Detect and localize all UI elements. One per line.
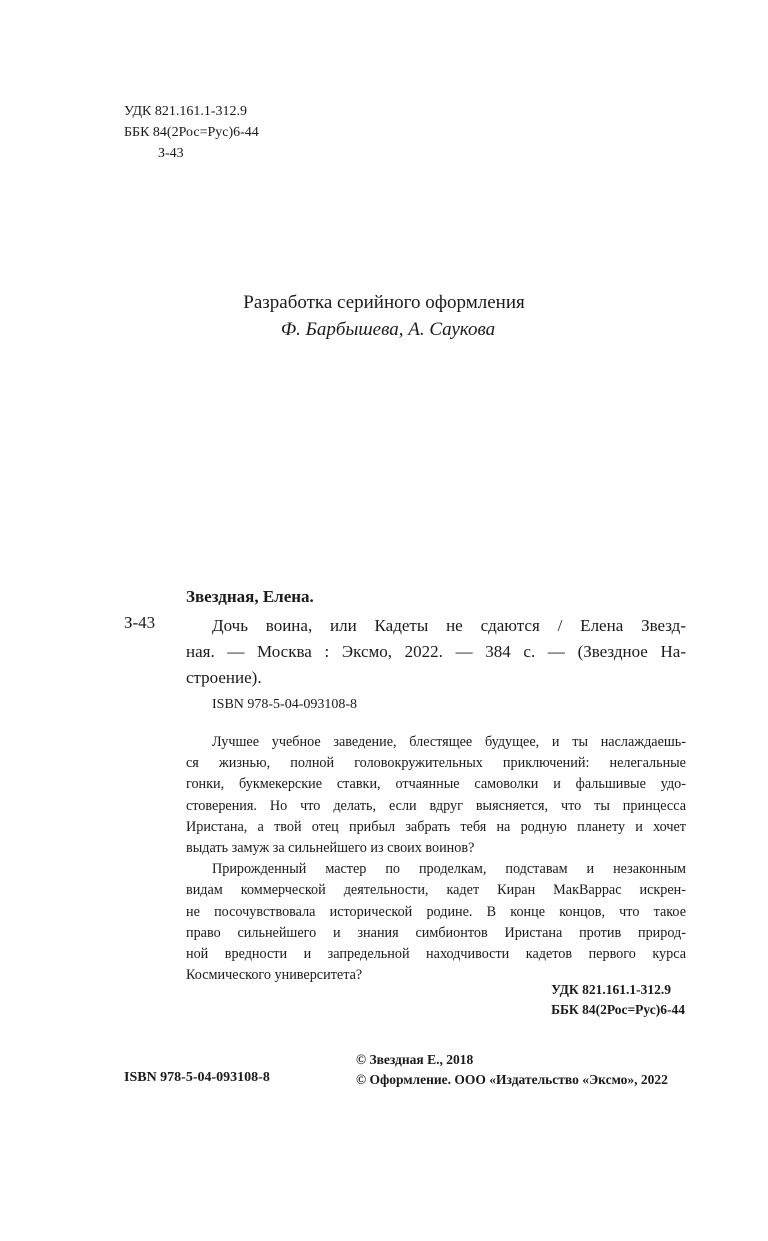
copyright-author: © Звездная Е., 2018	[356, 1052, 474, 1067]
annotation-line: ной вредности и запредельной находчивости кадетов первого курса	[186, 946, 686, 963]
annotation-line: выдать замуж за сильнейшего из своих воинов?	[186, 840, 475, 857]
annotation-line: гонки, букмекерские ставки, отчаянные самоволки и фальшивые удо-	[186, 776, 686, 793]
annotation-line: Лучшее учебное заведение, блестящее будущее, и ты наслаждаешь-	[212, 734, 686, 750]
copyright-design: © Оформление. ООО «Издательство «Эксмо», 2022	[356, 1072, 668, 1087]
bib-line: строение).	[186, 668, 262, 687]
annotation-line: видам коммерческой деятельности, кадет Киран МакВаррас искрен-	[186, 882, 686, 899]
annotation	[186, 732, 686, 986]
author-mark: З-43	[158, 146, 184, 161]
footer-catalog-codes	[551, 980, 685, 1020]
footer-udk-code: УДК 821.161.1-312.9	[551, 982, 671, 997]
bib-line: Дочь воина, или Кадеты не сдаются / Елена Звезд-	[212, 616, 686, 635]
annotation-line: Космического университета?	[186, 967, 363, 984]
annotation-line: Прирожденный мастер по проделкам, подставам и незаконным	[212, 861, 686, 878]
annotation-line: ся жизнью, полной головокружительных приключений: нелегальные	[186, 755, 686, 772]
catalog-codes	[124, 101, 259, 164]
series-design-credit	[0, 289, 768, 343]
design-designers: Ф. Барбышева, А. Саукова	[280, 319, 496, 340]
copyright-block	[356, 1050, 668, 1090]
bibliographic-description	[186, 613, 686, 691]
record-author: Звездная, Елена.	[186, 587, 314, 606]
annotation-line: право сильнейшего и знания симбионтов Иристана против природ-	[186, 924, 686, 941]
annotation-line: не посочувствовала исторической родине. В конце концов, что такое	[186, 903, 686, 920]
annotation-line: Иристана, а твой отец прибыл забрать тебя на родную планету и хочет	[186, 818, 686, 835]
record-isbn: ISBN 978-5-04-093108-8	[212, 697, 358, 712]
bib-line: ная. — Москва : Эксмо, 2022. — 384 с. — (Звездное На-	[186, 642, 686, 661]
record-code: З-43	[124, 613, 156, 632]
footer-bbk-code: ББК 84(2Рос=Рус)6-44	[551, 1002, 685, 1017]
design-title: Разработка серийного оформления	[243, 292, 525, 313]
footer-isbn: ISBN 978-5-04-093108-8	[124, 1070, 270, 1085]
udk-code: УДК 821.161.1-312.9	[124, 104, 248, 119]
bbk-code: ББК 84(2Рос=Рус)6-44	[124, 125, 259, 140]
annotation-line: стоверения. Но что делать, если вдруг выясняется, что ты принцесса	[186, 797, 686, 814]
